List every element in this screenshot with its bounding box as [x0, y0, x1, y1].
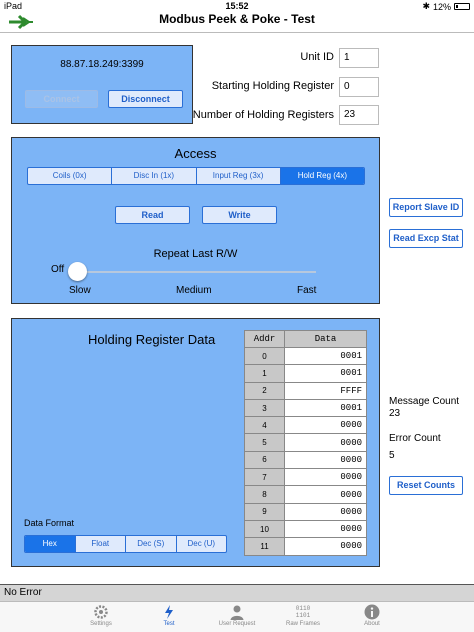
speed-slow-label: Slow	[69, 285, 91, 296]
tab-user-request-label: User Request	[218, 621, 256, 627]
page-title: Modbus Peek & Poke - Test	[159, 12, 315, 26]
register-address: 2	[245, 382, 285, 399]
table-row	[245, 399, 367, 416]
tab-bar	[0, 601, 474, 632]
table-row	[245, 451, 367, 468]
unit-id-input[interactable]: 1	[339, 48, 379, 68]
tab-input-reg[interactable]: Input Reg (3x)	[197, 168, 281, 184]
table-row	[245, 469, 367, 486]
register-address: 10	[245, 520, 285, 537]
message-count-label: Message Count	[389, 396, 460, 407]
tab-about-label: About	[364, 621, 380, 627]
register-address: 1	[245, 365, 285, 382]
register-address: 0	[245, 348, 285, 365]
tab-about[interactable]	[337, 604, 407, 627]
info-icon	[364, 604, 380, 620]
reset-counts-button[interactable]: Reset Counts	[389, 476, 463, 495]
binary-icon-top: 0110	[295, 605, 311, 612]
register-count-label: Number of Holding Registers	[192, 109, 334, 121]
write-button[interactable]: Write	[202, 206, 277, 224]
starting-register-label: Starting Holding Register	[211, 80, 334, 92]
table-row	[245, 434, 367, 451]
table-row	[245, 538, 367, 555]
format-hex[interactable]: Hex	[25, 536, 76, 552]
register-address: 3	[245, 399, 285, 416]
register-address: 11	[245, 538, 285, 555]
lightning-icon	[161, 604, 177, 620]
tab-settings-label: Settings	[90, 621, 112, 627]
read-exception-status-button[interactable]: Read Excp Stat	[389, 229, 463, 248]
disconnect-button[interactable]: Disconnect	[108, 90, 183, 108]
error-count-label: Error Count	[389, 433, 441, 444]
register-value[interactable]: 0000	[285, 451, 367, 468]
tab-hold-reg[interactable]: Hold Reg (4x)	[281, 168, 364, 184]
tab-disc-in[interactable]: Disc In (1x)	[112, 168, 196, 184]
register-value[interactable]: FFFF	[285, 382, 367, 399]
register-value[interactable]: 0000	[285, 538, 367, 555]
register-value[interactable]: 0000	[285, 503, 367, 520]
repeat-slider-track[interactable]	[70, 271, 316, 273]
gear-icon	[93, 604, 109, 620]
battery-percent: 12%	[432, 1, 451, 12]
register-table	[244, 330, 367, 556]
table-row	[245, 348, 367, 365]
message-count-value: 23	[389, 408, 401, 419]
access-title: Access	[174, 146, 217, 161]
binary-icon	[268, 604, 338, 621]
table-row	[245, 520, 367, 537]
status-right	[422, 1, 470, 12]
register-address: 4	[245, 417, 285, 434]
table-row	[245, 365, 367, 382]
register-value[interactable]: 0000	[285, 434, 367, 451]
register-address: 6	[245, 451, 285, 468]
holding-register-panel	[11, 318, 380, 567]
data-panel-title: Holding Register Data	[88, 332, 216, 347]
register-value[interactable]: 0001	[285, 399, 367, 416]
bluetooth-icon: ✱	[422, 1, 430, 11]
tab-user-request[interactable]	[202, 604, 272, 627]
read-button[interactable]: Read	[115, 206, 190, 224]
data-column-header: Data	[285, 331, 367, 348]
register-address: 5	[245, 434, 285, 451]
table-row	[245, 417, 367, 434]
connect-button[interactable]: Connect	[25, 90, 98, 108]
battery-icon	[454, 3, 470, 10]
tab-settings[interactable]	[66, 604, 136, 627]
tab-test[interactable]	[134, 604, 204, 627]
server-address: 88.87.18.249:3399	[60, 59, 144, 70]
unit-id-label: Unit ID	[300, 51, 334, 63]
repeat-label: Repeat Last R/W	[153, 248, 238, 260]
status-time: 15:52	[225, 1, 249, 11]
register-address: 7	[245, 469, 285, 486]
tab-raw-frames[interactable]	[268, 604, 338, 627]
binary-icon-bottom: 1101	[295, 612, 311, 619]
register-address: 9	[245, 503, 285, 520]
register-value[interactable]: 0001	[285, 365, 367, 382]
starting-register-input[interactable]: 0	[339, 77, 379, 97]
format-dec-signed[interactable]: Dec (S)	[126, 536, 177, 552]
data-format-selector	[24, 535, 227, 553]
table-row	[245, 382, 367, 399]
nav-divider	[0, 32, 474, 33]
tab-coils[interactable]: Coils (0x)	[28, 168, 112, 184]
tab-test-label: Test	[163, 621, 175, 627]
addr-column-header: Addr	[245, 331, 285, 348]
error-status-bar: No Error	[0, 584, 474, 601]
speed-medium-label: Medium	[176, 285, 212, 296]
repeat-slider-thumb[interactable]	[68, 262, 87, 281]
table-row	[245, 503, 367, 520]
connection-panel	[11, 45, 193, 124]
format-dec-unsigned[interactable]: Dec (U)	[187, 539, 216, 548]
access-panel	[11, 137, 380, 304]
data-format-label: Data Format	[24, 518, 75, 528]
person-icon	[229, 604, 245, 620]
register-value[interactable]: 0000	[285, 486, 367, 503]
register-value[interactable]: 0000	[285, 520, 367, 537]
table-row	[245, 486, 367, 503]
register-value[interactable]: 0001	[285, 348, 367, 365]
report-slave-id-button[interactable]: Report Slave ID	[389, 198, 463, 217]
register-count-input[interactable]: 23	[339, 105, 379, 125]
register-type-selector	[27, 167, 365, 185]
register-value[interactable]: 0000	[285, 417, 367, 434]
speed-fast-label: Fast	[297, 285, 317, 296]
register-value[interactable]: 0000	[285, 469, 367, 486]
register-address: 8	[245, 486, 285, 503]
tab-raw-frames-label: Raw Frames	[285, 621, 320, 627]
slider-off-label: Off	[51, 264, 65, 275]
device-name: iPad	[4, 1, 23, 11]
error-count-value: 5	[389, 450, 395, 461]
format-float[interactable]: Float	[76, 536, 127, 552]
